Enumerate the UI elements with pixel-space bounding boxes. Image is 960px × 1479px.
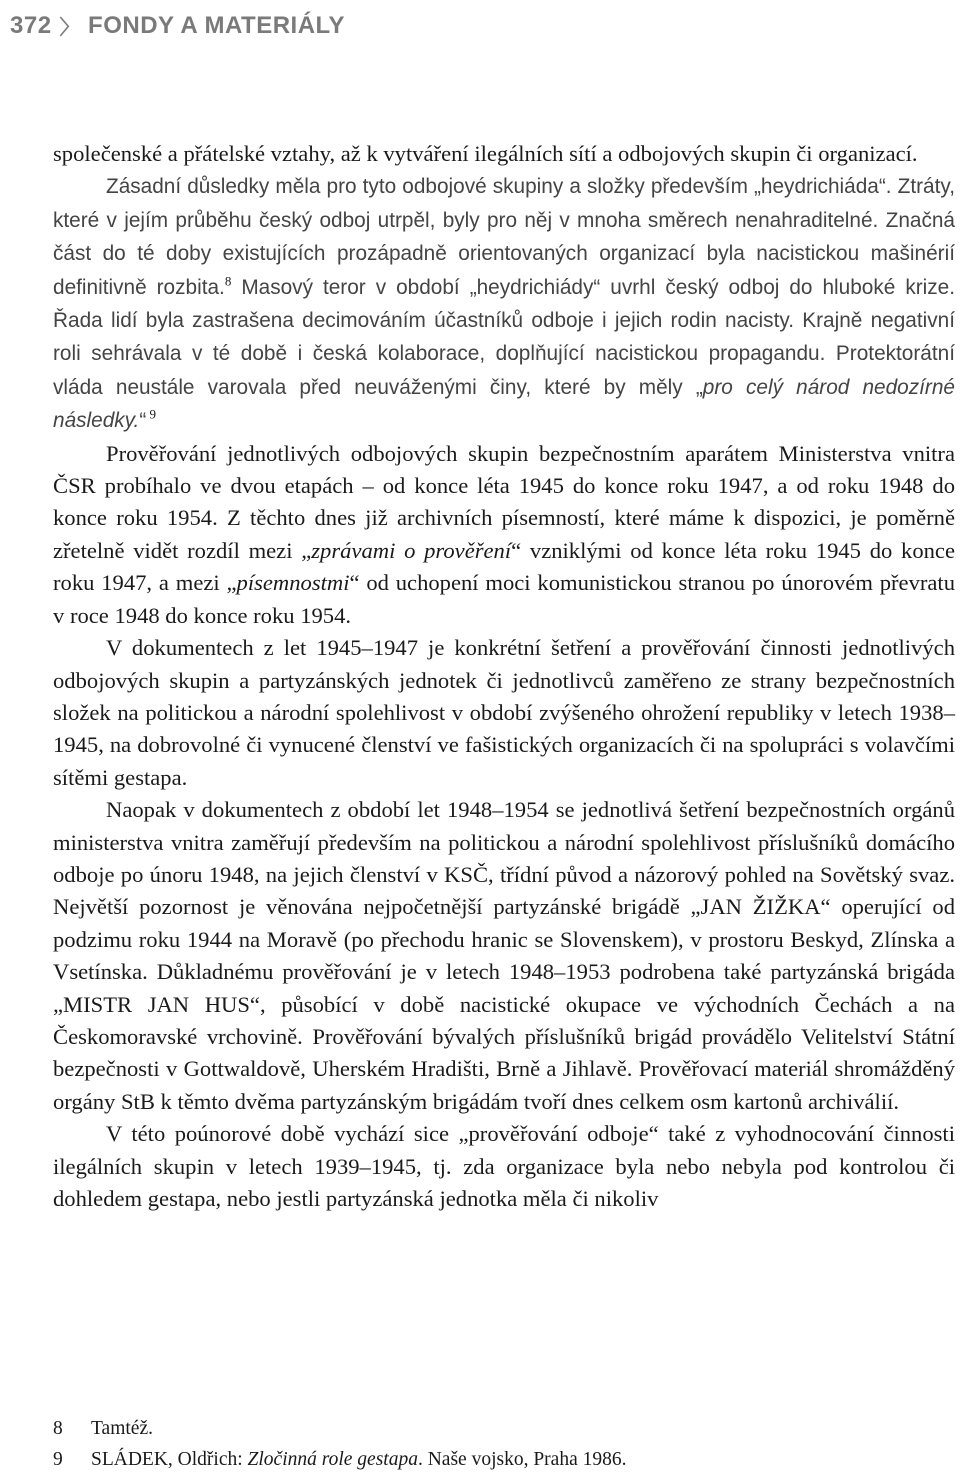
paragraph-3: Prověřování jednotlivých odbojových skupin bezpečnostním aparátem Ministerstva vnitra ČSR probíhalo ve dvou etapách – od konce léta 1945 do konce roku 1947, a od roku 1948 do konce roku 1954. Z těchto dnes již archivních písemností, které máme k dispozici, je poměrně zřetelně vidět rozdíl mezi „zprávami o prověření“ vzniklými od konce léta roku 1945 do konce roku 1947, a mezi „písemnostmi“ od uchopení moci komunistickou stranou po únorovém převratu v roce 1948 do konce roku 1954. — [53, 440, 955, 628]
footnote-8: 8 Tamtéž. — [53, 1418, 153, 1439]
footnote-ref-8[interactable]: 8 — [224, 273, 232, 289]
paragraph-2: Zásadní důsledky měla pro tyto odbojové skupiny a složky především „heydrichiáda“. Ztráty, které v jejím průběhu český odboj utrpěl, byly pro něj v mnoha směrech nenahraditelné. Značná část do té doby existujících prozápadně orientovaných organizací byla nacistickou mašinérií definitivně rozbita.$^8$ Masový teror v období „heydrichiády“ uvrhl český odboj do hluboké krize. Řada lidí byla zastrašena decimováním účastníků odboje i jejich rodin nacisty. Krajně negativní roli sehrávala v té době i česká kolaborace, doplňující nacistickou propagandu. Protektorátní vláda neustále varovala před neuváženými činy, které by měly „pro celý národ nedozírné následky.“ $^9$ — [53, 175, 956, 433]
running-header — [10, 11, 345, 40]
paragraph-5: Naopak v dokumentech z období let 1948–1954 se jednotlivá šetření bezpečnostních orgánů ministerstva vnitra zaměřují především na politickou a národní spolehlivost příslušníků domácího odboje po únoru 1948, na jejich členství v KSČ, třídní původ a názorový pohled na Sovětský svaz. Největší pozornost je věnována nejpočetnější partyzánské brigádě „JAN ŽIŽKA“ operující od podzimu roku 1944 na Moravě (po přechodu hranic se Slovenskem), v prostoru Beskyd, Zlínska a Vsetínska. Důkladnému prověřování je v letech 1948–1953 podrobena také partyzánská brigáda „MISTR JAN HUS“, působící v době nacistické okupace ve východních Čechách a na Českomoravské vrchovině. Prověřování bývalých příslušníků brigád provádělo Velitelství Státní bezpečnosti v Gottwaldově, Uherském Hradišti, Brně a Jihlavě. Prověřovací materiál shromážděný orgány StB k těmto dvěma partyzánským brigádám tvoří dnes celkem osm kartonů archiválií. — [53, 797, 955, 1114]
main-text — [53, 138, 955, 1215]
paragraph-6: V této poúnorové době vychází sice „prověřování odboje“ také z vyhodnocování činnosti ilegálních skupin v letech 1939–1945, tj. zda organizace byla nebo nebyla pod kontrolou či dohledem gestapa, nebo jestli partyzánská jednotka měla či nikoliv — [53, 1121, 955, 1211]
chevron-right-icon: 〉 — [59, 17, 81, 39]
footnotes — [53, 1413, 955, 1475]
footnote-ref-9[interactable]: 9 — [146, 406, 157, 422]
section-title: FONDY A MATERIÁLY — [88, 11, 346, 39]
footnote-9: 9 SLÁDEK, Oldřich: Zločinná role gestapa. Naše vojsko, Praha 1986. — [53, 1449, 627, 1470]
paragraph-4: V dokumentech z let 1945–1947 je konkrétní šetření a prověřování činnosti jednotlivých odbojových skupin a partyzánských jednotek či jednotlivců zaměřeno ze strany bezpečnostních složek na politickou a národní spolehlivost v období zvýšeného ohrožení republiky v letech 1938–1945, na dobrovolné či vynucené členství ve fašistických organizacích či na spolupráci s volavčími sítěmi gestapa. — [53, 635, 955, 790]
page-number: 372 — [10, 11, 52, 39]
paragraph-1: společenské a přátelské vztahy, až k vytváření ilegálních sítí a odbojových skupin či organizací. — [53, 141, 918, 166]
